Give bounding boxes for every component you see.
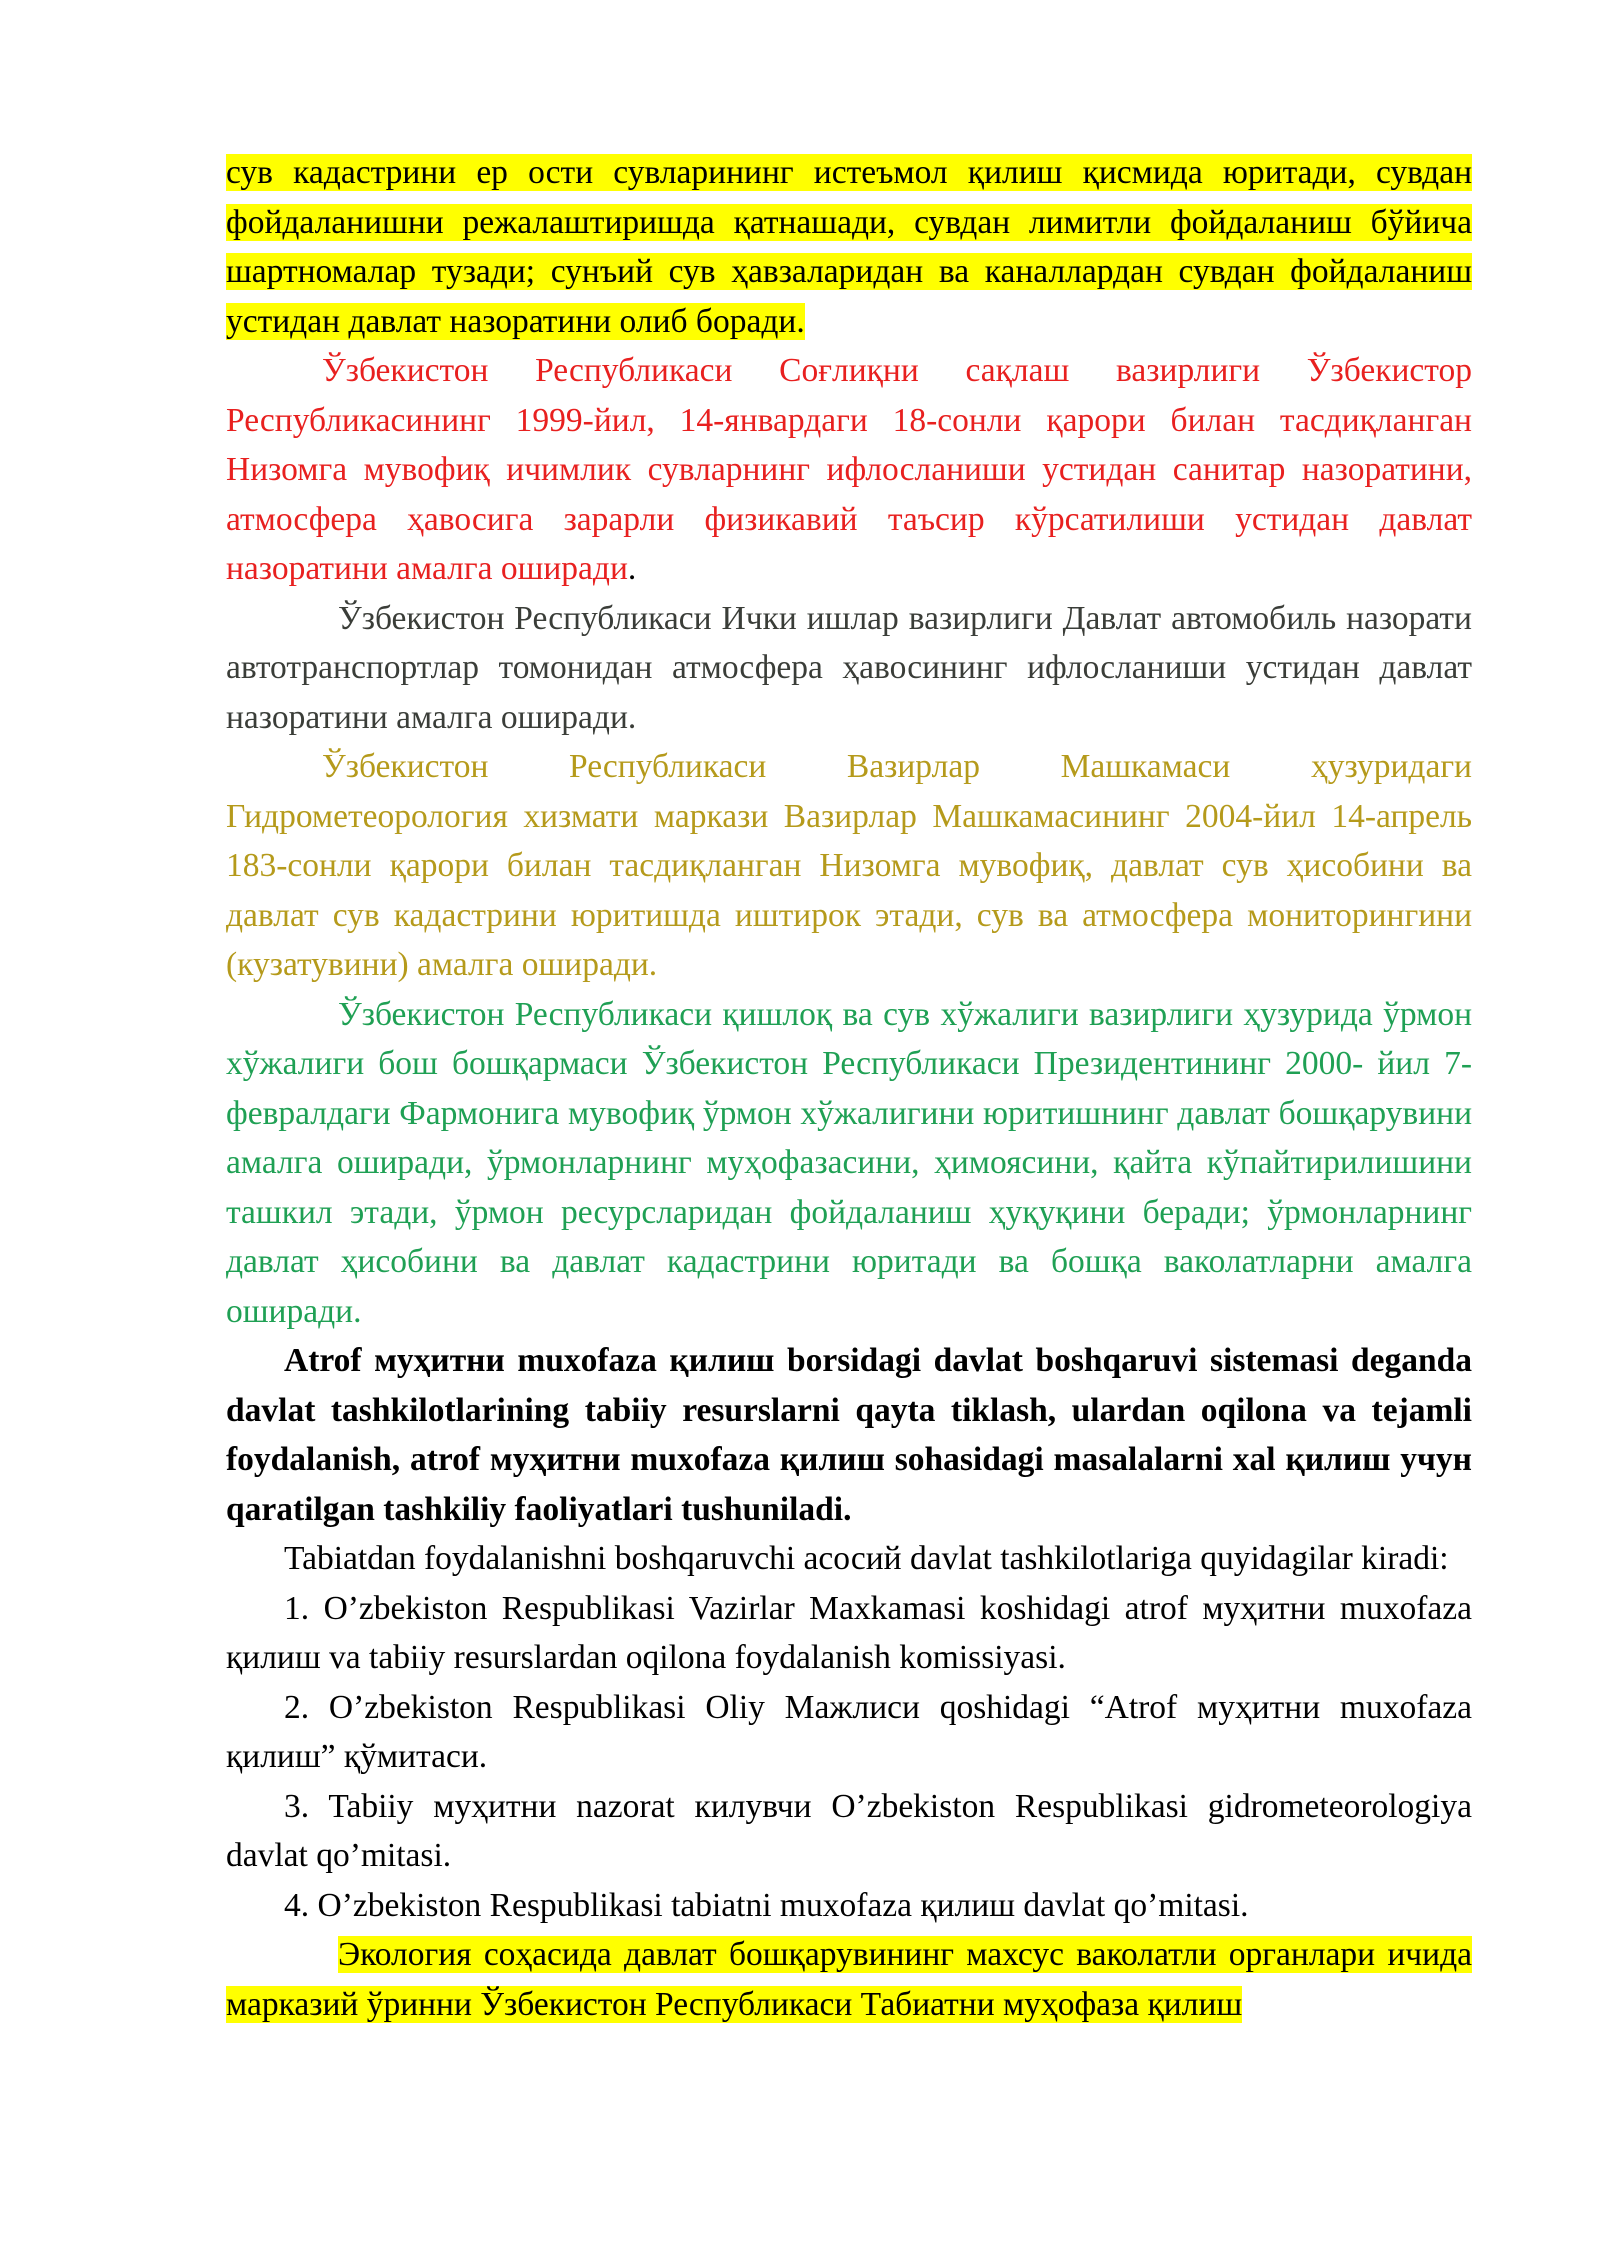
paragraph-hydrometeorology: Ўзбекистон Республикаси Вазирлар Машкамаси ҳузуридаги Гидрометеорология хизмати маркази Вазирлар Машкамасининг 2004-йил 14-апрель 183-сонли қарори билан тасдиқланган Низомга мувофиқ, давлат сув ҳисобини ва давлат сув кадастрини юритишда иштирок этади, сув ва атмосфера мониторингини (кузатувини) амалга оширади. [226,748,1472,983]
document-page [226,148,1472,2029]
paragraph-intro-list: Tabiatdan foydalanishni boshqaruvchi асосий davlat tashkilotlariga quyidagilar kiradi: [284,1540,1449,1577]
paragraph-interior-ministry: Ўзбекистон Республикаси Ички ишлар вазирлиги Давлат автомобиль назорати автотранспортлар томонидан атмосфера ҳавосининг ифлосланиши устидан давлат назоратини амалга оширади. [226,599,1472,736]
highlighted-text: Экология соҳасида давлат бошқарувининг махсус ваколатли органлари ичида марказий ўринни Ўзбекистон Республикаси Табиатни муҳофаза қилиш [226,1936,1472,2023]
paragraph-text: Ўзбекистон Республикаси Соғлиқни сақлаш вазирлиги Ўзбекистор Республикасининг 1999-йил, 14-январдаги 18-сонли қарори билан тасдиқланган Низомга мувофиқ ичимлик сувларнинг ифлосланиши устидан санитар назоратини, атмосфера ҳавосига зарарли физикавий таъсир кўрсатилиши устидан давлат назоратини амалга оширади [226,352,1472,587]
list-item-4: 4. O’zbekiston Respublikasi tabiatni muxofaza қилиш davlat qo’mitasi. [284,1886,1249,1924]
paragraph-forestry: Ўзбекистон Республикаси қишлоқ ва сув хўжалиги вазирлиги ҳузурида ўрмон хўжалиги бош бошқармаси Ўзбекистон Республикаси Президентининг 2000- йил 7- февралдаги Фармонига мувофиқ ўрмон хўжалигини юритишнинг давлат бошқарувини амалга оширади, ўрмонларнинг муҳофазасини, ҳимоясини, қайта кўпайтирилишини ташкил этади, ўрмон ресурсларидан фойдаланиш ҳуқуқини беради; ўрмонларнинг давлат ҳисобини ва давлат кадастрини юритади ва бошқа ваколатларни амалга оширади. [226,995,1472,1330]
paragraph-definition: Atrof муҳитни muxofaza қилиш borsidagi davlat boshqaruvi sistemasi deganda davlat tashkilotlarining tabiiy resurslarni qayta tiklash, ulardan oqilona va tejamli foydalanish, atrof муҳитни muxofaza қилиш sohasidagi masalalarni xal қилиш учун qaratilgan tashkiliy faoliyatlari tushuniladi. [226,1342,1472,1528]
paragraph-tail: . [627,550,637,587]
paragraph-water-cadastre [226,148,1472,346]
list-item-3: 3. Tabiiy муҳитни nazorat килувчи O’zbekiston Respublikasi gidrometeorologiya davlat qo’mitasi. [226,1787,1472,1874]
highlighted-text: сув кадастрини ер ости сувларининг истеъмол қилиш қисмида юритади, сувдан фойдаланишни режалаштиришда қатнашади, сувдан лимитли фойдаланиш бўйича шартномалар тузади; сунъий сув ҳавзаларидан ва каналлардан сувдан фойдаланиш устидан давлат назоратини олиб боради. [226,154,1472,340]
list-item-2: 2. O’zbekiston Respublikasi Oliy Мажлиси qoshidagi “Atrof муҳитни muxofaza қилиш” қўмитаси. [226,1688,1472,1775]
list-item-1: 1. O’zbekiston Respublikasi Vazirlar Maxkamasi koshidagi atrof муҳитни muxofaza қилиш va tabiiy resurslardan oqilona foydalanish komissiyasi. [226,1589,1472,1676]
paragraph-health-ministry [226,346,1472,594]
paragraph-ecology [226,1930,1472,2029]
